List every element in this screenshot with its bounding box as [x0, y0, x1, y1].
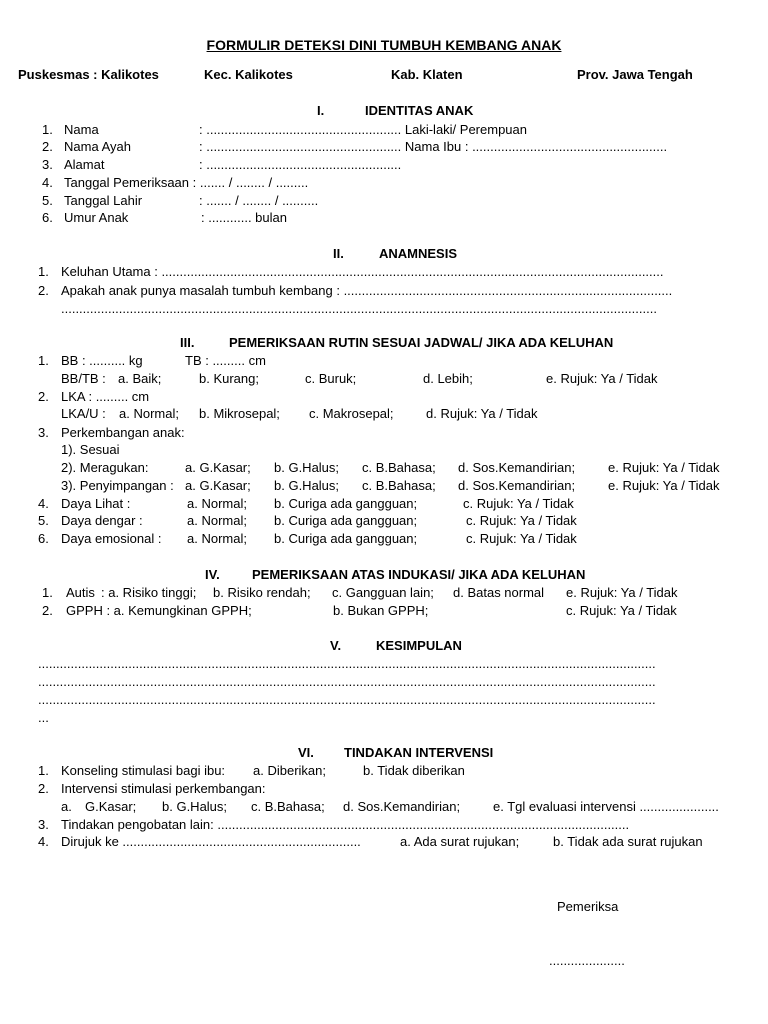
penyimpangan-option: b. G.Halus;: [274, 478, 340, 493]
gpph-option: c. Rujuk: Ya / Tidak: [566, 603, 677, 618]
section-2-number: II.: [333, 246, 344, 261]
daya-lihat-label: Daya Lihat :: [61, 496, 131, 511]
section-4-number: IV.: [205, 567, 220, 582]
section-5-title: KESIMPULAN: [376, 638, 462, 653]
list-number: 1.: [38, 353, 49, 368]
meragukan-option: e. Rujuk: Ya / Tidak: [608, 460, 720, 475]
gpph-option: b. Bukan GPPH;: [333, 603, 429, 618]
daya-emosional-option: b. Curiga ada gangguan;: [274, 531, 418, 546]
field-label-alamat: Alamat: [64, 157, 105, 172]
header-kabupaten: Kab. Klaten: [391, 67, 463, 82]
daya-emosional-option: c. Rujuk: Ya / Tidak: [466, 531, 577, 546]
bb-field: BB : .......... kg: [61, 353, 143, 368]
lkau-option: a. Normal;: [119, 406, 179, 421]
lkau-option: c. Makrosepal;: [309, 406, 394, 421]
list-number: 1.: [42, 122, 53, 137]
bbtb-label: BB/TB :: [61, 371, 106, 386]
list-number: 4.: [38, 834, 49, 849]
daya-lihat-option: b. Curiga ada gangguan;: [274, 496, 418, 511]
section-4-title: PEMERIKSAAN ATAS INDUKASI/ JIKA ADA KELUHAN: [252, 567, 586, 582]
penyimpangan-label: 3). Penyimpangan :: [61, 478, 174, 493]
kesimpulan-line: ...: [38, 710, 49, 725]
penyimpangan-option: a. G.Kasar;: [185, 478, 251, 493]
list-number: 3.: [38, 425, 49, 440]
field-value-nama-ayah: : ...................................................... Nama Ibu : ......................................................: [199, 139, 668, 154]
signature-line: .....................: [549, 953, 625, 968]
kesimpulan-line: ...........................................................................................................................................................................: [38, 674, 656, 689]
lkau-option: b. Mikrosepal;: [199, 406, 280, 421]
meragukan-option: b. G.Halus;: [274, 460, 340, 475]
meragukan-option: c. B.Bahasa;: [362, 460, 436, 475]
daya-dengar-option: c. Rujuk: Ya / Tidak: [466, 513, 577, 528]
field-value-tanggal-lahir: : ....... / ........ / ..........: [199, 193, 319, 208]
daya-emosional-label: Daya emosional :: [61, 531, 162, 546]
list-number: 3.: [42, 157, 53, 172]
list-number: 2.: [38, 283, 49, 298]
section-3-number: III.: [180, 335, 195, 350]
bbtb-option: a. Baik;: [118, 371, 162, 386]
meragukan-option: d. Sos.Kemandirian;: [458, 460, 576, 475]
list-number: 1.: [42, 585, 53, 600]
daya-dengar-option: b. Curiga ada gangguan;: [274, 513, 418, 528]
section-2-title: ANAMNESIS: [379, 246, 458, 261]
header-kecamatan: Kec. Kalikotes: [204, 67, 293, 82]
list-number: 1.: [38, 264, 49, 279]
list-number: 2.: [38, 781, 49, 796]
keluhan-utama: Keluhan Utama : ...........................................................................................................................................: [61, 264, 664, 279]
konseling-label: Konseling stimulasi bagi ibu:: [61, 763, 226, 778]
intervensi-option: G.Kasar;: [85, 799, 137, 814]
tindakan-pengobatan: Tindakan pengobatan lain: ..................................................................................................................: [61, 817, 630, 832]
daya-emosional-option: a. Normal;: [187, 531, 247, 546]
field-value-alamat: : ......................................................: [199, 157, 402, 172]
penyimpangan-option: d. Sos.Kemandirian;: [458, 478, 576, 493]
list-number: 2.: [42, 603, 53, 618]
konseling-option: b. Tidak diberikan: [363, 763, 465, 778]
autis-option: e. Rujuk: Ya / Tidak: [566, 585, 678, 600]
field-value-umur: : ............ bulan: [201, 210, 287, 225]
daya-dengar-option: a. Normal;: [187, 513, 247, 528]
autis-option: d. Batas normal: [453, 585, 545, 600]
bbtb-option: c. Buruk;: [305, 371, 357, 386]
list-number: 2.: [38, 389, 49, 404]
dirujuk-option: a. Ada surat rujukan;: [400, 834, 520, 849]
lkau-label: LKA/U :: [61, 406, 106, 421]
intervensi-label: Intervensi stimulasi perkembangan:: [61, 781, 266, 796]
bbtb-option: d. Lebih;: [423, 371, 473, 386]
list-number: 1.: [38, 763, 49, 778]
dirujuk-ke: Dirujuk ke ..................................................................: [61, 834, 361, 849]
list-number: 3.: [38, 817, 49, 832]
penyimpangan-option: c. B.Bahasa;: [362, 478, 436, 493]
lkau-option: d. Rujuk: Ya / Tidak: [426, 406, 538, 421]
section-3-title: PEMERIKSAAN RUTIN SESUAI JADWAL/ JIKA ADA KELUHAN: [229, 335, 614, 350]
tb-field: TB : ......... cm: [185, 353, 266, 368]
header-provinsi: Prov. Jawa Tengah: [577, 67, 693, 82]
kesimpulan-line: ...........................................................................................................................................................................: [38, 656, 656, 671]
field-value-nama: : ...................................................... Laki-laki/ Perempuan: [199, 122, 527, 137]
perkembangan-label: Perkembangan anak:: [61, 425, 185, 440]
list-number: 6.: [42, 210, 53, 225]
lka-field: LKA : ......... cm: [61, 389, 150, 404]
intervensi-option: c. B.Bahasa;: [251, 799, 325, 814]
konseling-option: a. Diberikan;: [253, 763, 326, 778]
meragukan-label: 2). Meragukan:: [61, 460, 149, 475]
intervensi-option: a.: [61, 799, 72, 814]
autis-label: Autis: [66, 585, 95, 600]
signature-label: Pemeriksa: [557, 899, 619, 914]
list-number: 5.: [42, 193, 53, 208]
header-puskesmas: Puskesmas : Kalikotes: [18, 67, 159, 82]
perkembangan-sesuai: 1). Sesuai: [61, 442, 120, 457]
section-1-title: IDENTITAS ANAK: [365, 103, 474, 118]
section-6-number: VI.: [298, 745, 314, 760]
autis-option: b. Risiko rendah;: [213, 585, 311, 600]
gpph-label: GPPH : a. Kemungkinan GPPH;: [66, 603, 252, 618]
autis-option: : a. Risiko tinggi;: [101, 585, 197, 600]
field-label-nama: Nama: [64, 122, 99, 137]
form-title: FORMULIR DETEKSI DINI TUMBUH KEMBANG ANAK: [206, 37, 562, 53]
field-label-umur: Umur Anak: [64, 210, 129, 225]
list-number: 2.: [42, 139, 53, 154]
daya-lihat-option: c. Rujuk: Ya / Tidak: [463, 496, 574, 511]
list-number: 6.: [38, 531, 49, 546]
bbtb-option: b. Kurang;: [199, 371, 259, 386]
section-1-number: I.: [317, 103, 325, 118]
field-label-nama-ayah: Nama Ayah: [64, 139, 131, 154]
list-number: 4.: [42, 175, 53, 190]
intervensi-option: d. Sos.Kemandirian;: [343, 799, 461, 814]
masalah-continuation: .....................................................................................................................................................................: [61, 301, 657, 316]
list-number: 5.: [38, 513, 49, 528]
field-tanggal-pemeriksaan: Tanggal Pemeriksaan : ....... / ........ / .........: [64, 175, 309, 190]
section-6-title: TINDAKAN INTERVENSI: [344, 745, 494, 760]
autis-option: c. Gangguan lain;: [332, 585, 434, 600]
intervensi-option: b. G.Halus;: [162, 799, 228, 814]
dirujuk-option: b. Tidak ada surat rujukan: [553, 834, 703, 849]
penyimpangan-option: e. Rujuk: Ya / Tidak: [608, 478, 720, 493]
daya-dengar-label: Daya dengar :: [61, 513, 143, 528]
intervensi-option: e. Tgl evaluasi intervensi ......................: [493, 799, 719, 814]
list-number: 4.: [38, 496, 49, 511]
masalah-tumbuh-kembang: Apakah anak punya masalah tumbuh kembang : ...........................................................................................: [61, 283, 673, 298]
field-label-tanggal-lahir: Tanggal Lahir: [64, 193, 143, 208]
bbtb-option: e. Rujuk: Ya / Tidak: [546, 371, 658, 386]
section-5-number: V.: [330, 638, 342, 653]
meragukan-option: a. G.Kasar;: [185, 460, 251, 475]
daya-lihat-option: a. Normal;: [187, 496, 247, 511]
kesimpulan-line: ...........................................................................................................................................................................: [38, 692, 656, 707]
